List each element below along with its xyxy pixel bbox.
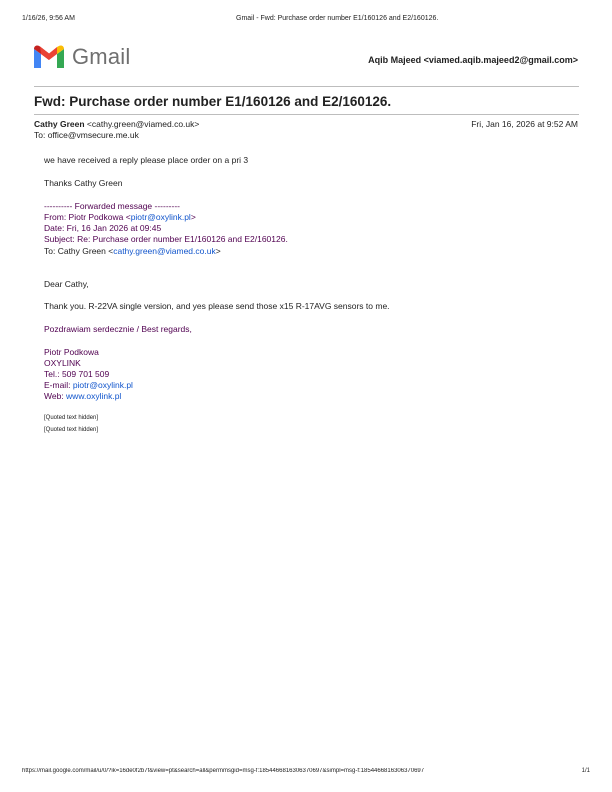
sender-row — [34, 119, 199, 129]
to-line: To: office@vmsecure.me.uk — [34, 130, 139, 140]
signature-name: Piotr Podkowa — [44, 347, 99, 357]
forwarded-from — [44, 212, 196, 222]
forwarded-from-email-link[interactable]: piotr@oxylink.pl — [130, 212, 191, 222]
gmail-logo-icon — [34, 45, 64, 68]
signature-web-label: Web: — [44, 391, 67, 401]
quoted-text-toggle-1[interactable]: [Quoted text hidden] — [44, 415, 99, 421]
subject-divider — [34, 114, 579, 115]
signature-email-label: E-mail: — [44, 380, 73, 390]
forwarded-to-end: > — [215, 246, 221, 256]
forwarded-to-email-link[interactable]: cathy.green@viamed.co.uk — [113, 246, 216, 256]
reply-regards: Pozdrawiam serdecznie / Best regards, — [44, 324, 192, 334]
forwarded-from-end: > — [190, 212, 196, 222]
forwarded-from-label: From: Piotr Podkowa < — [44, 212, 131, 222]
message-subject: Fwd: Purchase order number E1/160126 and E2/160126. — [34, 94, 392, 109]
reply-text: Thank you. R-22VA single version, and yes please send those x15 R-17AVG sensors to me. — [44, 301, 390, 311]
body-line-1: we have received a reply please place order on a pri 3 — [44, 155, 249, 165]
forwarded-subject: Subject: Re: Purchase order number E1/160126 and E2/160126. — [44, 234, 288, 244]
print-footer-url: https://mail.google.com/mail/u/0/?ik=16de0f2b7f&view=pt&search=all&permmsgid=msg-f:1854466816306370697&simpl=msg-f:1854466816306370697 — [22, 768, 425, 774]
signature-email — [44, 380, 133, 390]
quoted-text-toggle-2[interactable]: [Quoted text hidden] — [44, 427, 99, 433]
signature-tel: Tel.: 509 701 509 — [44, 369, 110, 379]
print-page-title: Gmail - Fwd: Purchase order number E1/160126 and E2/160126. — [236, 15, 439, 22]
forwarded-to — [44, 246, 221, 256]
sender-name: Cathy Green — [34, 119, 85, 129]
forwarded-marker: ---------- Forwarded message --------- — [44, 201, 180, 211]
signature-web-link[interactable]: www.oxylink.pl — [66, 391, 122, 401]
reply-greeting: Dear Cathy, — [44, 279, 89, 289]
forwarded-to-label: To: Cathy Green < — [44, 246, 114, 256]
header-divider — [34, 86, 579, 87]
body-line-2: Thanks Cathy Green — [44, 178, 123, 188]
gmail-wordmark: Gmail — [72, 44, 131, 69]
print-footer-page: 1/1 — [581, 768, 590, 774]
account-label: Aqib Majeed <viamed.aqib.majeed2@gmail.com> — [368, 55, 578, 65]
signature-company: OXYLINK — [44, 358, 81, 368]
message-date: Fri, Jan 16, 2026 at 9:52 AM — [471, 119, 578, 129]
signature-email-link[interactable]: piotr@oxylink.pl — [72, 380, 133, 390]
sender-email: <cathy.green@viamed.co.uk> — [86, 119, 200, 129]
signature-web — [44, 391, 121, 401]
forwarded-date: Date: Fri, 16 Jan 2026 at 09:45 — [44, 223, 162, 233]
print-datetime: 1/16/26, 9:56 AM — [22, 15, 75, 22]
